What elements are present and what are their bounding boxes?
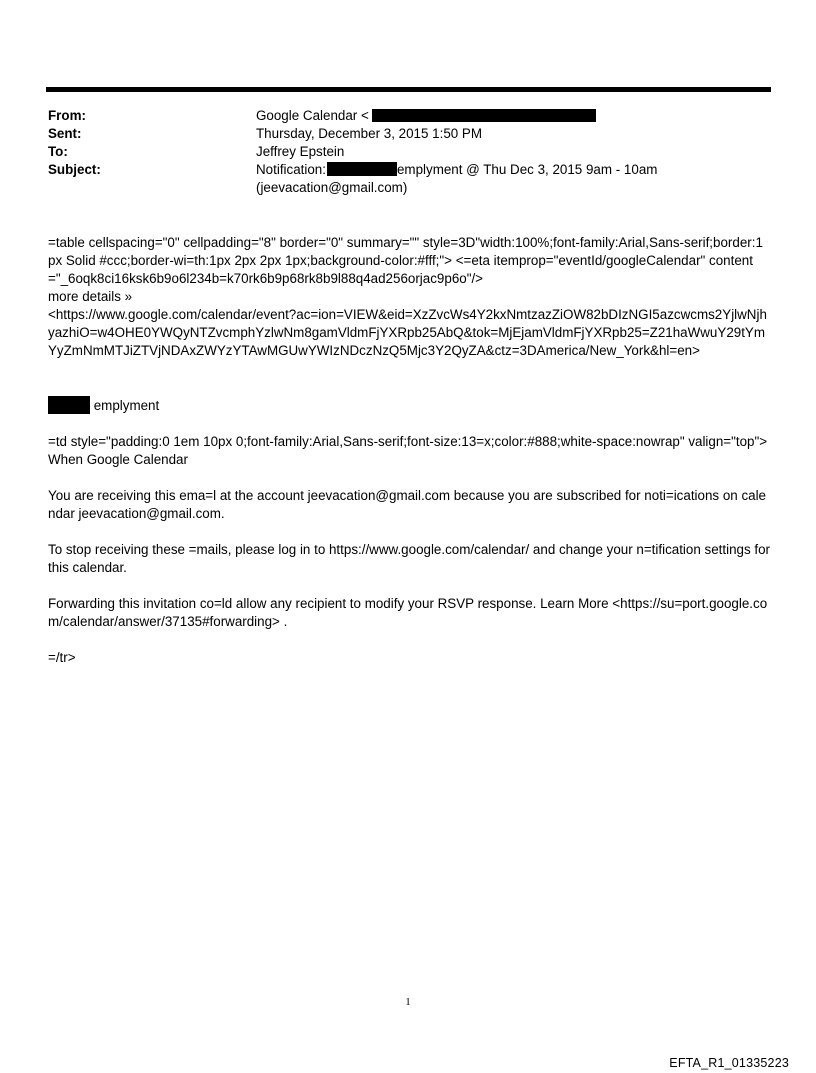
to-row [48, 143, 768, 161]
subject-prefix: Notification: [256, 162, 326, 177]
subject-suffix: emplyment @ Thu Dec 3, 2015 9am - 10am [396, 162, 658, 177]
forwarding-notice: Forwarding this invitation co=ld allow any recipient to modify your RSVP response. Learn More <https://su=port.google.com/calendar/answer/37135#forwarding> . [48, 596, 768, 629]
sent-value: Thursday, December 3, 2015 1:50 PM [256, 126, 483, 141]
redaction-box [372, 109, 596, 122]
more-details-link[interactable]: more details » [48, 289, 133, 304]
to-label: To: [48, 144, 68, 159]
page-number: 1 [405, 996, 411, 1008]
email-body [48, 234, 770, 667]
email-header [48, 107, 768, 197]
redaction-box [48, 396, 90, 414]
sent-label: Sent: [48, 126, 82, 141]
redaction-box [327, 162, 397, 176]
subject-label: Subject: [48, 162, 101, 177]
from-label: From: [48, 108, 86, 123]
from-row [48, 107, 768, 125]
header-rule [46, 87, 771, 92]
from-value [256, 107, 768, 125]
stop-notice: To stop receiving these =mails, please log in to https://www.google.com/calendar/ and change your n=tification settings for this calendar. [48, 542, 771, 575]
closing-code: =/tr> [48, 650, 76, 665]
event-title-suffix: emplyment [93, 398, 160, 413]
document-id: EFTA_R1_01335223 [669, 1056, 789, 1070]
event-title [48, 396, 770, 415]
from-sender: Google Calendar < [256, 108, 369, 123]
subject-value [256, 161, 768, 197]
subject-account: (jeevacation@gmail.com) [256, 180, 408, 195]
to-value: Jeffrey Epstein [256, 144, 345, 159]
td-code-text: =td style="padding:0 1em 10px 0;font-family:Arial,Sans-serif;font-size:13=x;color:#888;white-space:nowrap" valign="top"> When Google Calendar [48, 434, 768, 467]
event-url-link[interactable]: <https://www.google.com/calendar/event?ac=ion=VIEW&eid=XzZvcWs4Y2kxNmtzazZiOW82bDIzNGI5azcwcms2YjlwNjhyazhiO=w4OHE0YWQyNTZvcmphYzlwNm8gamVldmFjYXRpb25AbQ&tok=MjEjamVldmFjYXRpb25=Z21haWwuY29tYmYyZmNmMTJiZTVjNDAxZWYzYTAwMGUwYWIzNDczNzQ5Mjc3Y2QyZA&ctz=3DAmerica/New_York&hl=en> [48, 307, 767, 358]
sent-row [48, 125, 768, 143]
subject-row [48, 161, 768, 197]
table-code-text: =table cellspacing="0" cellpadding="8" border="0" summary="" style=3D"width:100%;font-family:Arial,Sans-serif;border:1px Solid #ccc;border-wi=th:1px 2px 2px 1px;background-color:#fff;"> <=eta itemprop="eventId/googleCalendar" content="_6oqk8ci16ksk6b9o6l234b=k70rk6b9p68rk8b9l88q4ad256orjac9p6o"/> [48, 235, 763, 286]
receiving-notice: You are receiving this ema=l at the account jeevacation@gmail.com because you are subscribed for noti=ications on calendar jeevacation@gmail.com. [48, 488, 767, 521]
